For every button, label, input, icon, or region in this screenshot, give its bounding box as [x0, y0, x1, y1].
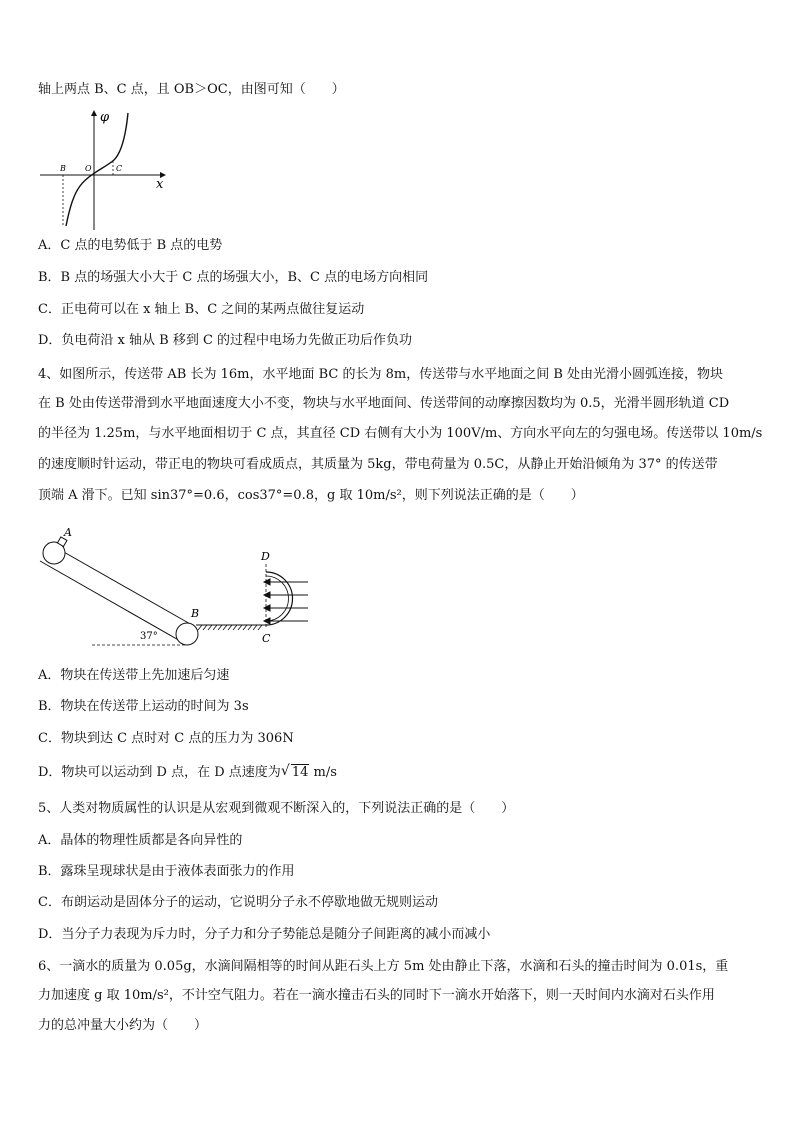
q5-option-b: B．露珠呈现球状是由于液体表面张力的作用 [38, 864, 295, 879]
label-o: O [85, 164, 92, 173]
sqrt-radicand: 14 [291, 765, 309, 780]
q5-stem: 5、人类对物质属性的认识是从宏观到微观不断深入的，下列说法正确的是（ ） [38, 801, 515, 816]
label-x: x [156, 177, 164, 192]
q4-option-d-prefix: D．物块可以运动到 D 点，在 D 点速度为 [38, 765, 281, 780]
ground-hatch [198, 625, 262, 630]
label-a: A [64, 526, 72, 539]
q6-stem-line-2: 力加速度 g 取 10m/s²，不计空气阻力。若在一滴水撞击石头的同时下一滴水开始落下，则一天时间内水滴对石头作用 [38, 988, 715, 1003]
q5-option-d: D．当分子力表现为斥力时，分子力和分子势能总是随分子间距离的减小而减小 [38, 927, 491, 942]
sqrt-expression: √ 14 [280, 763, 309, 780]
field-arrows [264, 579, 308, 624]
angle-label: 37° [140, 631, 158, 642]
q4-option-a: A．物块在传送带上先加速后匀速 [38, 668, 230, 683]
q4-option-b: B．物块在传送带上运动的时间为 3s [38, 699, 249, 714]
q4-stem-line-1: 4、如图所示，传送带 AB 长为 16m，水平地面 BC 的长为 8m，传送带与水平地面之间 B 处由光滑小圆弧连接，物块 [38, 367, 724, 382]
q3-option-b: B．B 点的场强大小大于 C 点的场强大小，B、C 点的电场方向相同 [38, 270, 429, 285]
q4-stem-line-4: 的速度顺时针运动，带正电的物块可看成质点，其质量为 5kg，带电荷量为 0.5C，从静止开始沿倾角为 37° 的传送带 [38, 457, 718, 472]
q6-stem-line-3: 力的总冲量大小约为（ ） [38, 1018, 208, 1033]
q3-option-d: D．负电荷沿 x 轴从 B 移到 C 的过程中电场力先做正功后作负功 [38, 333, 413, 348]
q3-option-a: A．C 点的电势低于 B 点的电势 [38, 238, 223, 253]
q4-option-d-unit: m/s [309, 765, 337, 780]
y-axis-arrow [91, 110, 97, 116]
label-b: B [60, 164, 66, 173]
q5-option-c: C．布朗运动是固体分子的运动，它说明分子永不停歇地做无规则运动 [38, 895, 438, 910]
label-c: C [262, 632, 271, 645]
q4-stem-line-3: 的半径为 1.25m，与水平地面相切于 C 点，其直径 CD 右侧有大小为 100V/m、方向水平向左的匀强电场。传送带以 10m/s [38, 426, 763, 441]
belt-top-edge [48, 543, 192, 625]
q5-option-a: A．晶体的物理性质都是各向异性的 [38, 833, 243, 848]
q6-stem-line-1: 6、一滴水的质量为 0.05g，水滴间隔相等的时间从距石头上方 5m 处由静止下落，水滴和石头的撞击时间为 0.01s，重 [38, 959, 729, 974]
label-phi: φ [100, 110, 110, 125]
q4-stem-line-5: 顶端 A 滑下。已知 sin37°=0.6，cos37°=0.8，g 取 10m/s²，则下列说法正确的是（ ） [38, 488, 584, 503]
potential-graph [36, 108, 176, 233]
label-b: B [191, 607, 200, 620]
q4-option-c: C．物块到达 C 点时对 C 点的压力为 306N [38, 731, 294, 746]
label-c: C [116, 164, 123, 173]
label-d: D [261, 550, 270, 563]
q3-option-c: C．正电荷可以在 x 轴上 B、C 之间的某两点做往复运动 [38, 302, 365, 317]
belt-bottom-edge [40, 561, 182, 642]
conveyor-figure [36, 524, 326, 654]
q3-stem-tail: 轴上两点 B、C 点，且 OB＞OC，由图可知（ ） [38, 82, 345, 97]
q4-option-d [38, 763, 768, 783]
pulley-bottom [176, 623, 198, 645]
q4-stem-line-2: 在 B 处由传送带滑到水平地面速度大小不变，物块与水平地面间、传送带间的动摩擦因数均为 0.5，光滑半圆形轨道 CD [38, 396, 730, 411]
